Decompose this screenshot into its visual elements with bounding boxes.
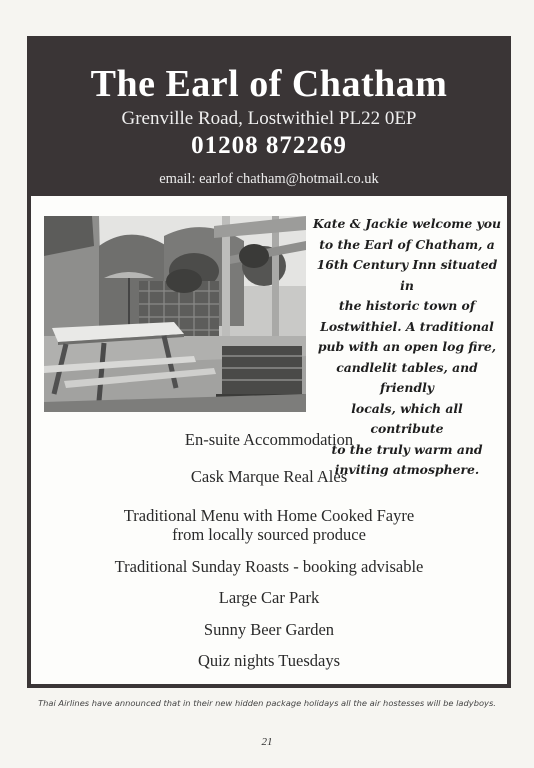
feature-beer-garden: Sunny Beer Garden (203, 620, 335, 639)
pub-name: The Earl of Chatham (90, 63, 448, 105)
feature-car-park: Large Car Park (218, 588, 320, 607)
joke-footnote: Thai Airlines have announced that in their new hidden package holidays all the air hostesses will be ladyboys. (38, 698, 496, 708)
welcome-line: the historic town of (338, 298, 476, 313)
feature-sunday-roasts: Traditional Sunday Roasts - booking advisable (114, 557, 424, 576)
advertisement (27, 36, 511, 688)
pub-email: email: earlof chatham@hotmail.co.uk (159, 171, 379, 187)
welcome-line: 16th Century Inn situated in (316, 257, 498, 293)
welcome-line: to the Earl of Chatham, a (319, 236, 495, 252)
ad-content-panel (31, 196, 507, 684)
feature-menu: Traditional Menu with Home Cooked Fayre (123, 506, 415, 525)
feature-real-ales: Cask Marque Real Ales (190, 467, 348, 486)
feature-ensuite: En-suite Accommodation (184, 430, 354, 449)
pub-phone: 01208 872269 (191, 132, 347, 159)
welcome-line: locals, which all contribute (351, 400, 463, 436)
welcome-line: Kate & Jackie welcome you (313, 216, 501, 231)
pub-address: Grenville Road, Lostwithiel PL22 0EP (121, 108, 417, 129)
ad-header (27, 36, 511, 196)
welcome-line: to the truly warm and (331, 441, 483, 457)
feature-menu-subline: from locally sourced produce (172, 525, 366, 544)
welcome-line: candlelit tables, and friendly (336, 359, 478, 395)
welcome-line: pub with an open log fire, (317, 339, 497, 354)
beer-garden-photo (44, 216, 306, 412)
welcome-line: inviting atmosphere. (334, 462, 480, 477)
page-number: 21 (261, 736, 273, 748)
welcome-line: Lostwithiel. A traditional (320, 318, 494, 334)
feature-quiz-nights: Quiz nights Tuesdays (197, 651, 341, 670)
